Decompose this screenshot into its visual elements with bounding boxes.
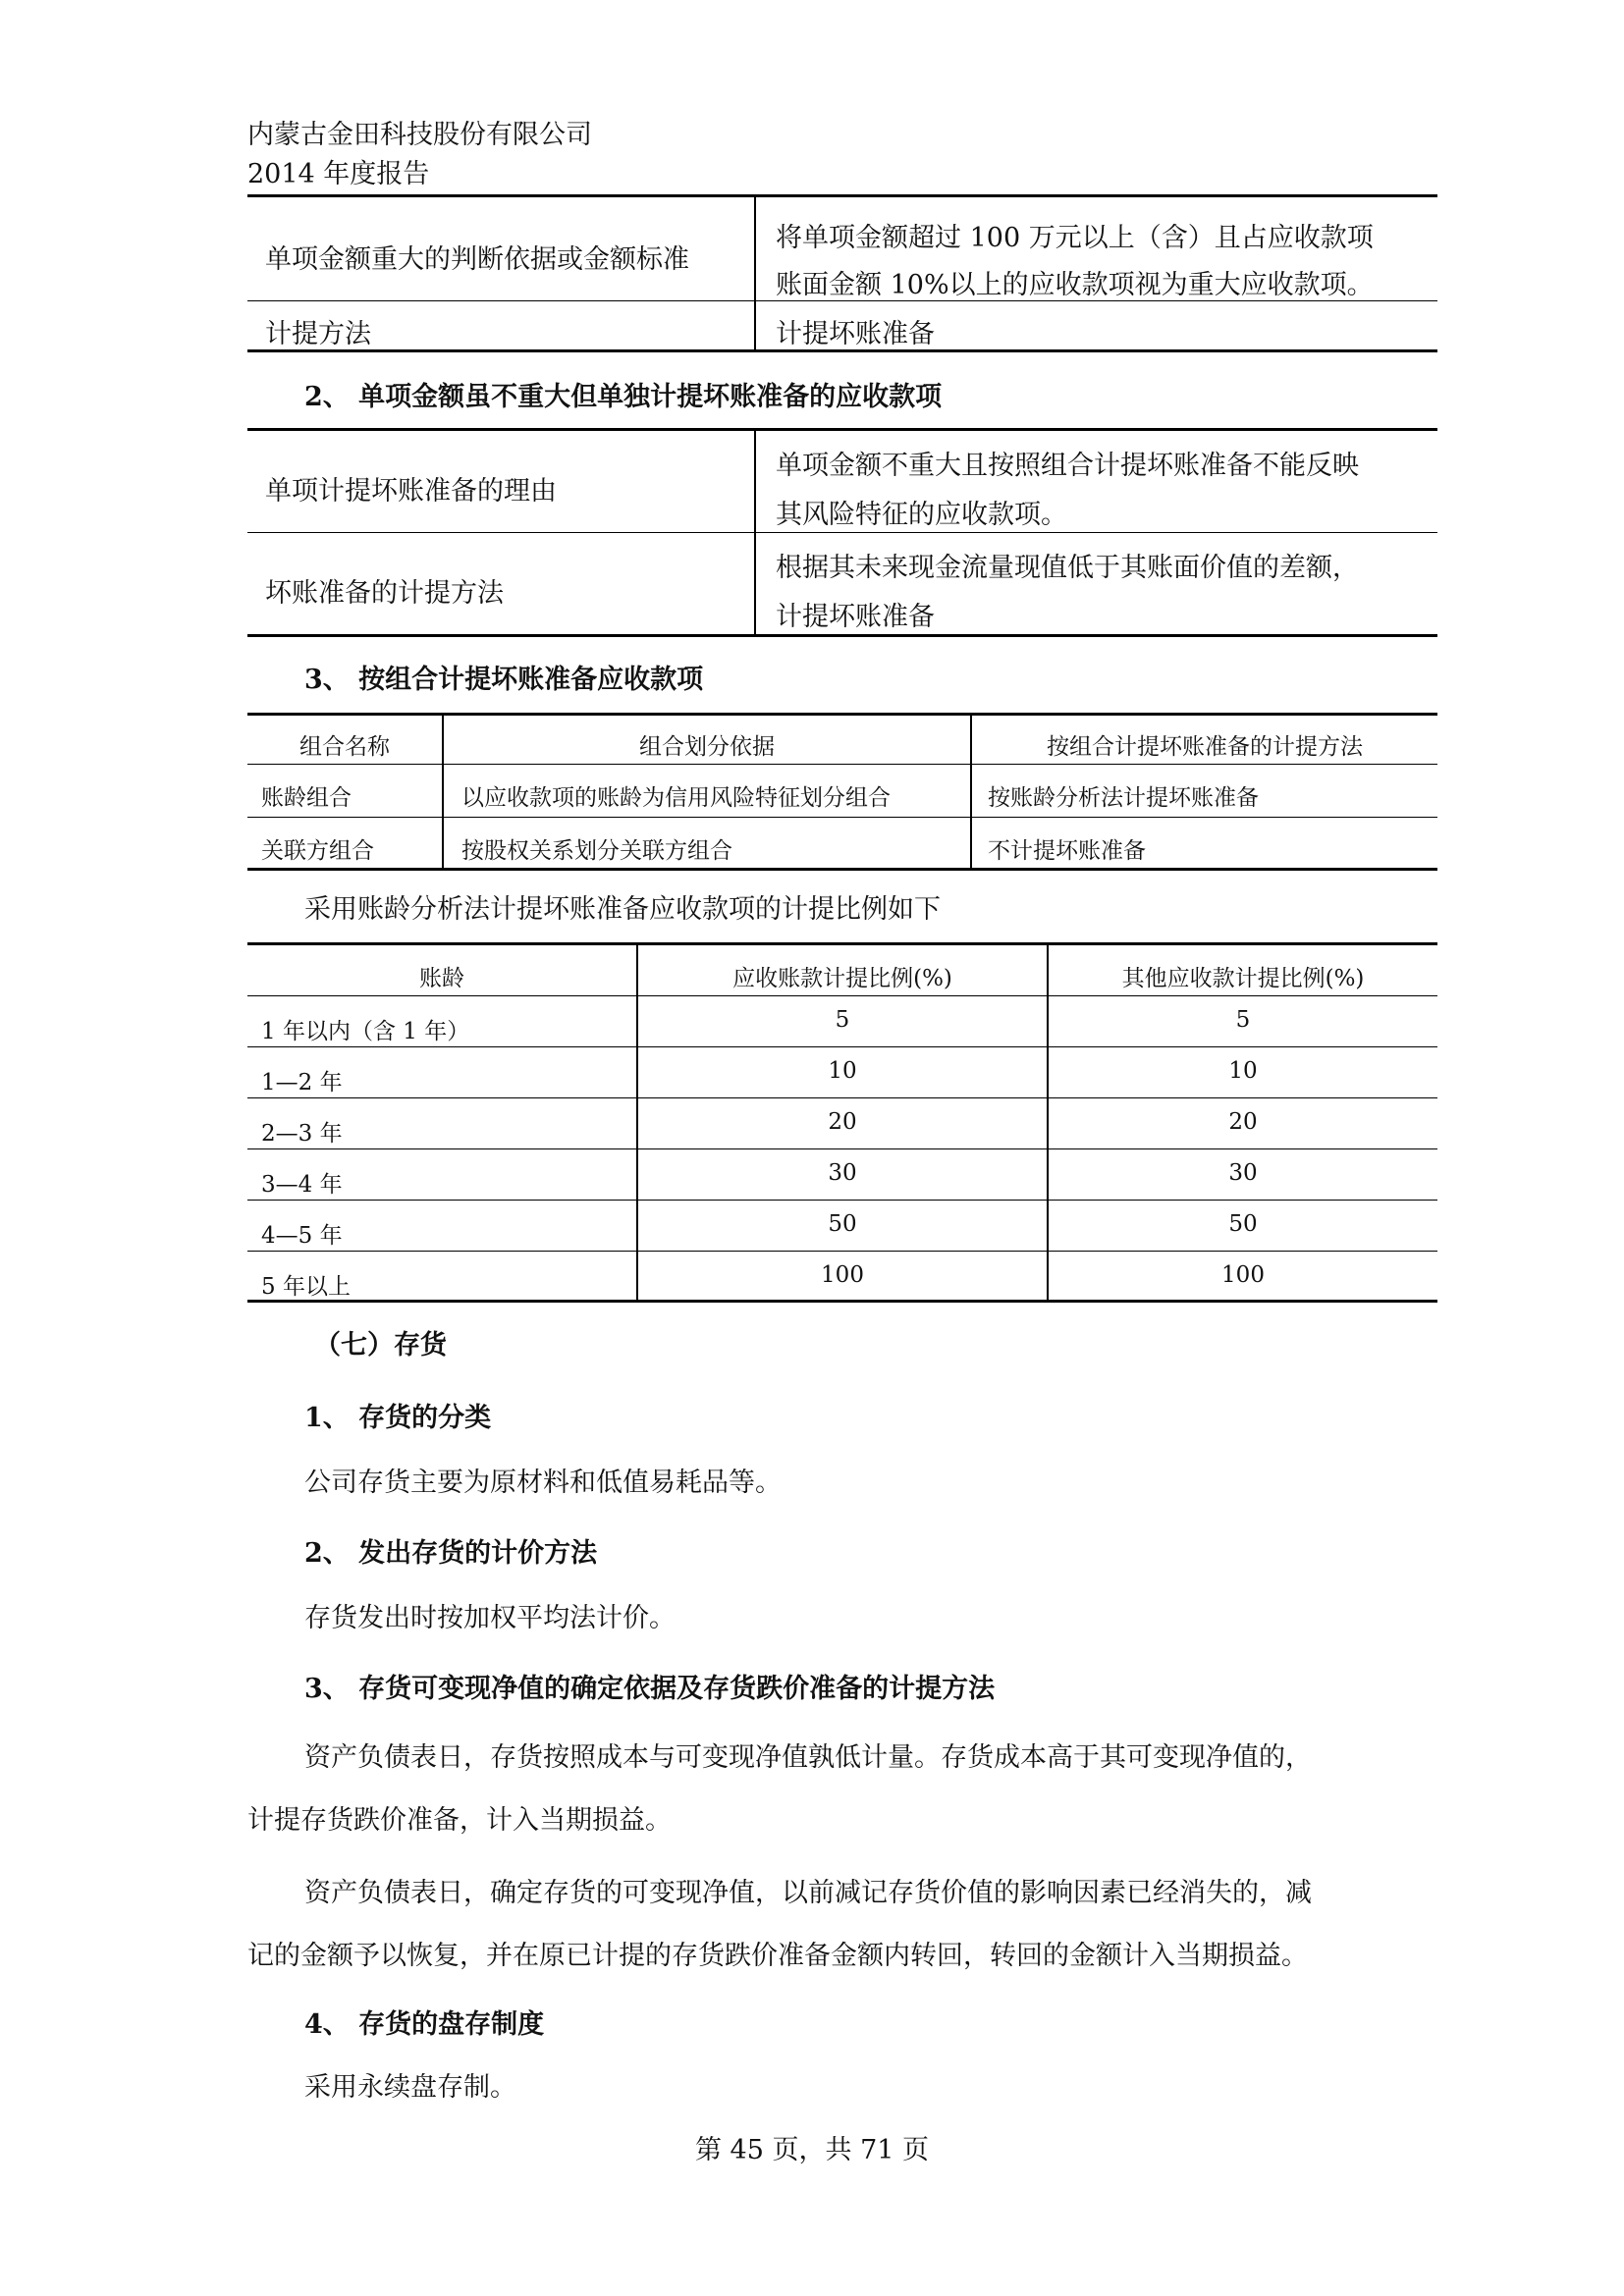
paragraph: 存货发出时按加权平均法计价。 xyxy=(304,1603,676,1633)
table-top-rule xyxy=(247,942,1437,945)
table-cell: 20 xyxy=(1228,1109,1258,1135)
table-cell: 1—2 年 xyxy=(261,1070,343,1095)
table-cell-value: 单项金额不重大且按照组合计提坏账准备不能反映 xyxy=(776,451,1359,481)
paragraph: 记的金额予以恢复，并在原已计提的存货跌价准备金额内转回，转回的金额计入当期损益。 xyxy=(247,1941,1308,1971)
table-cell: 不计提坏账准备 xyxy=(988,838,1146,864)
paragraph: 采用永续盘存制。 xyxy=(304,2072,516,2103)
table-cell: 1 年以内（含 1 年） xyxy=(261,1019,470,1044)
section-heading: 4、 存货的盘存制度 xyxy=(304,2009,545,2040)
page-number: 第 45 页，共 71 页 xyxy=(694,2135,930,2165)
table-cell: 按账龄分析法计提坏账准备 xyxy=(988,785,1259,811)
table-cell: 关联方组合 xyxy=(261,838,374,864)
table-row-divider xyxy=(247,817,1437,818)
table-cell-value: 计提坏账准备 xyxy=(776,319,935,349)
table-cell: 5 年以上 xyxy=(261,1274,351,1300)
table-header-cell: 其他应收款计提比例(%) xyxy=(1121,966,1365,991)
section-heading: 3、 存货可变现净值的确定依据及存货跌价准备的计提方法 xyxy=(304,1674,996,1704)
table-cell-value: 其风险特征的应收款项。 xyxy=(776,500,1067,530)
table-cell: 3—4 年 xyxy=(261,1172,343,1198)
table-row-divider xyxy=(247,1148,1437,1149)
table-header-cell: 应收账款计提比例(%) xyxy=(732,966,952,991)
table-cell: 100 xyxy=(821,1262,864,1288)
paragraph: 资产负债表日，确定存货的可变现净值，以前减记存货价值的影响因素已经消失的，减 xyxy=(304,1878,1312,1908)
section-heading: 3、 按组合计提坏账准备应收款项 xyxy=(304,665,704,695)
table-cell: 10 xyxy=(1228,1058,1258,1084)
table-cell-label: 计提方法 xyxy=(265,319,371,349)
table-header-cell: 账龄 xyxy=(419,966,464,991)
table-row-divider xyxy=(247,532,1437,533)
section-title: （七）存货 xyxy=(314,1330,447,1361)
table-bottom-rule xyxy=(247,868,1437,871)
section-heading: 2、 发出存货的计价方法 xyxy=(304,1538,598,1569)
table-cell: 2—3 年 xyxy=(261,1121,343,1147)
table-cell: 4—5 年 xyxy=(261,1223,343,1249)
table-cell: 50 xyxy=(828,1211,857,1237)
table-bottom-rule xyxy=(247,634,1437,637)
table-cell-value: 将单项金额超过 100 万元以上（含）且占应收款项 xyxy=(776,223,1374,253)
table-divider xyxy=(754,197,756,351)
company-name: 内蒙古金田科技股份有限公司 xyxy=(247,120,592,150)
table-cell: 30 xyxy=(1228,1160,1258,1186)
paragraph: 资产负债表日，存货按照成本与可变现净值孰低计量。存货成本高于其可变现净值的， xyxy=(304,1742,1312,1773)
table-cell-label: 单项金额重大的判断依据或金额标准 xyxy=(265,244,689,275)
table-row-divider xyxy=(247,1097,1437,1098)
table-row-divider xyxy=(247,1046,1437,1047)
table-header-cell: 按组合计提坏账准备的计提方法 xyxy=(1047,734,1363,760)
table-row-divider xyxy=(247,764,1437,765)
table-cell: 50 xyxy=(1228,1211,1258,1237)
table-cell: 账龄组合 xyxy=(261,785,352,811)
table-cell: 5 xyxy=(835,1007,850,1033)
header-rule xyxy=(247,194,1437,197)
table-header-cell: 组合名称 xyxy=(299,734,390,760)
table-cell-value: 账面金额 10%以上的应收款项视为重大应收款项。 xyxy=(776,270,1374,300)
table-cell: 10 xyxy=(828,1058,857,1084)
table-row-divider xyxy=(247,1251,1437,1252)
table-header-cell: 组合划分依据 xyxy=(639,734,775,760)
aging-intro-text: 采用账龄分析法计提坏账准备应收款项的计提比例如下 xyxy=(304,894,941,925)
paragraph: 公司存货主要为原材料和低值易耗品等。 xyxy=(304,1468,782,1498)
section-heading: 1、 存货的分类 xyxy=(304,1403,492,1433)
page-header xyxy=(247,116,592,194)
table-cell-value: 根据其未来现金流量现值低于其账面价值的差额， xyxy=(776,553,1359,583)
table-cell: 100 xyxy=(1221,1262,1265,1288)
table-cell-value: 计提坏账准备 xyxy=(776,602,935,632)
table-top-rule xyxy=(247,713,1437,716)
table-cell: 20 xyxy=(828,1109,857,1135)
table-top-rule xyxy=(247,428,1437,431)
section-heading: 2、 单项金额虽不重大但单独计提坏账准备的应收款项 xyxy=(304,382,943,412)
table-row-divider xyxy=(247,1200,1437,1201)
table-row-divider xyxy=(247,995,1437,996)
table-cell: 以应收款项的账龄为信用风险特征划分组合 xyxy=(461,785,891,811)
table-cell: 5 xyxy=(1235,1007,1251,1033)
paragraph: 计提存货跌价准备，计入当期损益。 xyxy=(247,1805,672,1836)
table-cell: 按股权关系划分关联方组合 xyxy=(461,838,732,864)
table-bottom-rule xyxy=(247,1300,1437,1303)
table-cell-label: 单项计提坏账准备的理由 xyxy=(265,476,557,507)
table-cell-label: 坏账准备的计提方法 xyxy=(265,578,504,609)
table-cell: 30 xyxy=(828,1160,857,1186)
report-title: 2014 年度报告 xyxy=(247,159,430,189)
